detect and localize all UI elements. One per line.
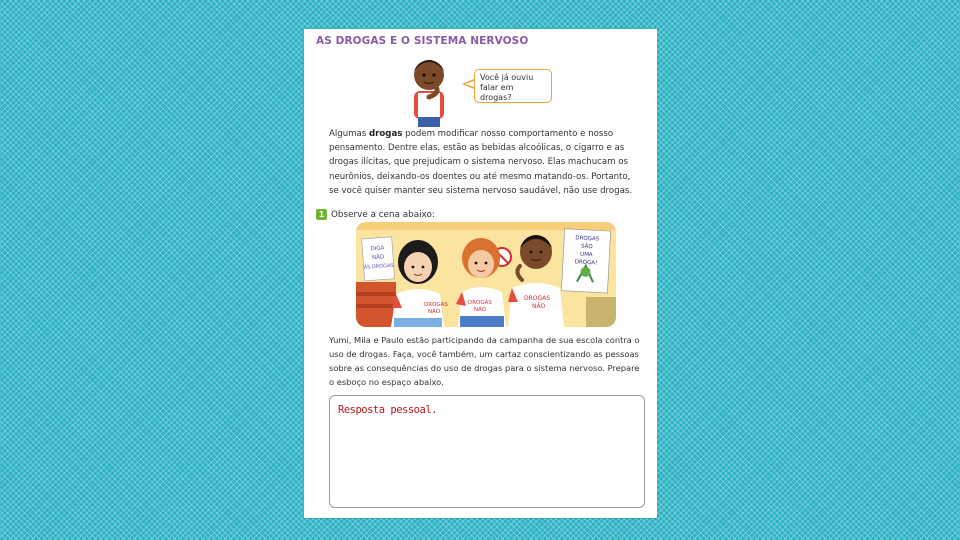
svg-text:DROGAS: DROGAS: [424, 302, 448, 308]
left-poster: [362, 237, 395, 281]
svg-text:UMA: UMA: [579, 251, 593, 259]
svg-text:NÃO: NÃO: [474, 307, 487, 313]
svg-text:DROGAS: DROGAS: [468, 300, 492, 306]
svg-text:NÃO: NÃO: [532, 303, 546, 310]
speech-bubble: Você já ouviu falar em drogas?: [474, 69, 552, 103]
svg-text:DROGAS: DROGAS: [575, 235, 600, 243]
svg-text:DROGAS: DROGAS: [524, 295, 551, 302]
scene-illustration: [356, 222, 616, 327]
keyword-drogas: drogas: [369, 129, 403, 139]
answer-area[interactable]: [329, 395, 645, 508]
svg-text:DIGA: DIGA: [370, 245, 385, 253]
section-title: AS DROGAS E O SISTEMA NERVOSO: [316, 35, 529, 47]
answer-text: Resposta pessoal.: [338, 404, 437, 416]
svg-text:DROGA!: DROGA!: [574, 259, 598, 267]
exercise-header: [316, 209, 435, 220]
exercise-prompt: Observe a cena abaixo:: [331, 209, 435, 220]
boy-illustration: [404, 53, 454, 127]
svg-text:NÃO: NÃO: [428, 309, 441, 315]
svg-text:NÃO: NÃO: [371, 254, 385, 262]
svg-text:ÀS DROGAS: ÀS DROGAS: [363, 262, 394, 271]
activity-instructions: Yumi, Mila e Paulo estão participando da campanha de sua escola contra o uso de drogas. Faça, você também, um cartaz conscientizando as pessoas sobre as consequências do uso de drogas para o sistema nervoso. Prepare o esboço no espaço abaixo.: [329, 335, 640, 387]
right-poster: [561, 229, 610, 293]
exercise-number-badge: 1: [316, 209, 327, 220]
svg-text:SÃO: SÃO: [580, 243, 593, 251]
intro-paragraph: Algumas drogas podem modificar nosso comportamento e nosso pensamento. Dentre elas, estão as bebidas alcoólicas, o cigarro e as drogas ilícitas, que prejudicam o sistema nervoso. Elas machucam os neurônios, deixando-os doentes ou até mesmo matando-os. Portanto, se você quiser manter seu sistema nervoso saudável, não use drogas.: [329, 129, 633, 196]
textbook-page: [304, 29, 657, 518]
